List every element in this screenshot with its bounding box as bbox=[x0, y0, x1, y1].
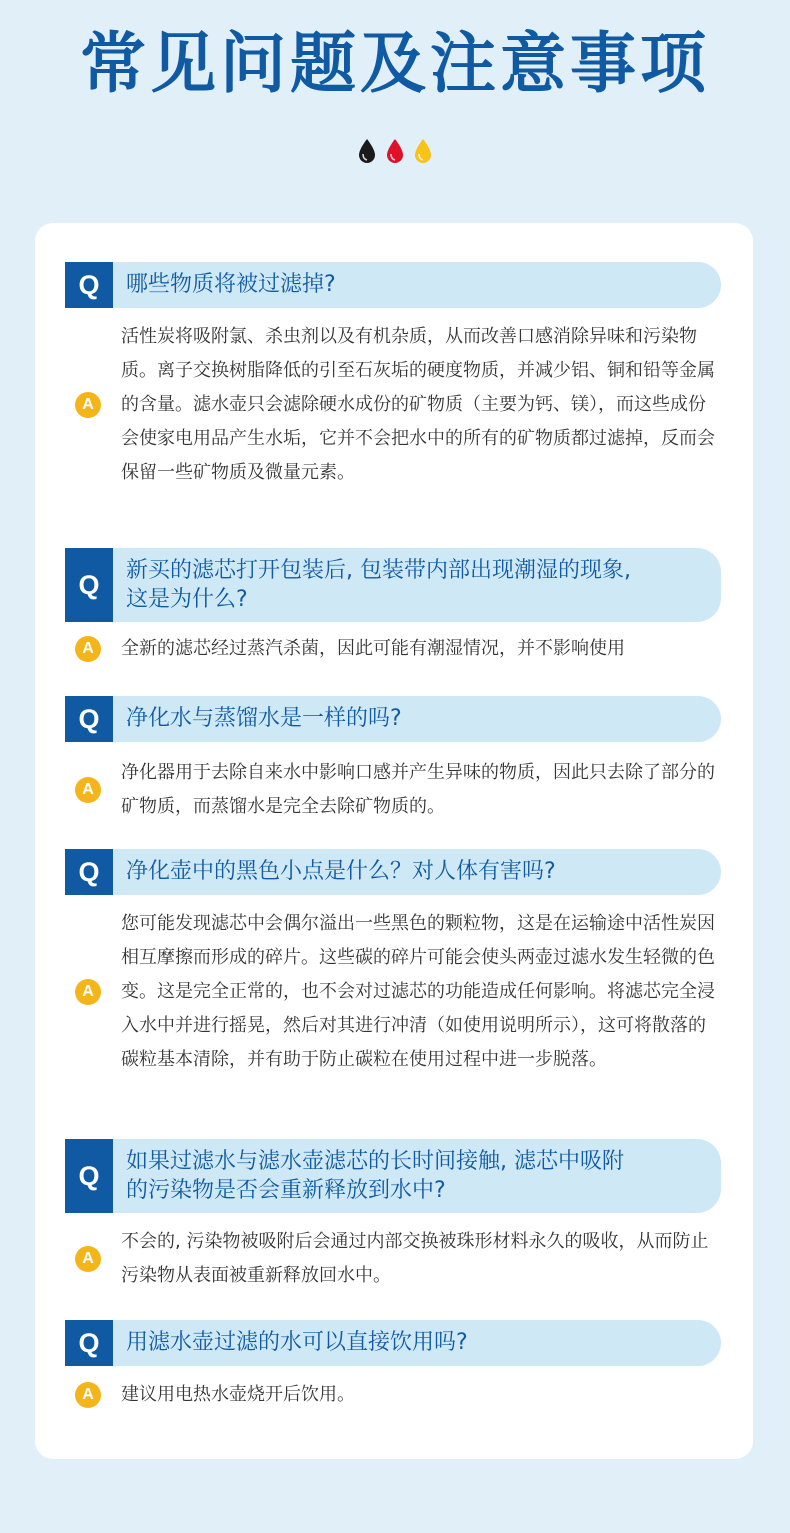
answer-badge: A bbox=[75, 777, 101, 803]
faq-item bbox=[65, 849, 721, 1077]
question-badge: Q bbox=[65, 1320, 113, 1366]
answer-text: 建议用电热水壶烧开后饮用。 bbox=[121, 1384, 355, 1405]
question-badge: Q bbox=[65, 696, 113, 742]
yellow-drop-icon bbox=[413, 138, 433, 165]
answer-row bbox=[65, 1225, 721, 1293]
question-text: 净化水与蒸馏水是一样的吗? bbox=[126, 706, 402, 731]
answer-text: 全新的滤芯经过蒸汽杀菌，因此可能有潮湿情况，并不影响使用 bbox=[121, 638, 625, 659]
answer-row bbox=[65, 907, 721, 1077]
question-text: 用滤水壶过滤的水可以直接饮用吗? bbox=[126, 1330, 468, 1355]
answer-badge: A bbox=[75, 979, 101, 1005]
question-bar bbox=[65, 262, 721, 308]
faq-item bbox=[65, 1139, 721, 1293]
answer-badge: A bbox=[75, 636, 101, 662]
question-text: 哪些物质将被过滤掉? bbox=[126, 272, 336, 297]
black-drop-icon bbox=[357, 138, 377, 165]
question-badge: Q bbox=[65, 262, 113, 308]
question-text: 如果过滤水与滤水壶滤芯的长时间接触, 滤芯中吸附 的污染物是否会重新释放到水中? bbox=[126, 1149, 624, 1203]
question-badge: Q bbox=[65, 548, 113, 622]
answer-badge: A bbox=[75, 392, 101, 418]
faq-item bbox=[65, 696, 721, 824]
page-title: 常见问题及注意事项 bbox=[80, 25, 710, 102]
question-bar bbox=[65, 1139, 721, 1213]
question-badge: Q bbox=[65, 849, 113, 895]
answer-text: 净化器用于去除自来水中影响口感并产生异味的物质，因此只去除了部分的矿物质，而蒸馏水是完全去除矿物质的。 bbox=[121, 762, 715, 817]
faq-item bbox=[65, 1320, 721, 1412]
answer-row bbox=[65, 1378, 721, 1412]
question-bar bbox=[65, 548, 721, 622]
question-badge: Q bbox=[65, 1139, 113, 1213]
answer-badge: A bbox=[75, 1246, 101, 1272]
answer-row bbox=[65, 320, 721, 490]
faq-item bbox=[65, 262, 721, 490]
answer-badge: A bbox=[75, 1382, 101, 1408]
question-bar bbox=[65, 849, 721, 895]
answer-row bbox=[65, 756, 721, 824]
answer-text: 活性炭将吸附氯、杀虫剂以及有机杂质，从而改善口感消除异味和污染物质。离子交换树脂降低的引至石灰垢的硬度物质，并减少铝、铜和铅等金属的含量。滤水壶只会滤除硬水成份的矿物质（主要为钙、镁），而这些成份会使家电用品产生水垢，它并不会把水中的所有的矿物质都过滤掉，反而会保留一些矿物质及微量元素。 bbox=[121, 326, 715, 483]
answer-row bbox=[65, 632, 721, 666]
question-bar bbox=[65, 1320, 721, 1366]
question-text: 新买的滤芯打开包装后, 包装带内部出现潮湿的现象, 这是为什么? bbox=[126, 558, 631, 612]
answer-text: 不会的, 污染物被吸附后会通过内部交换被珠形材料永久的吸收，从而防止污染物从表面被重新释放回水中。 bbox=[121, 1231, 709, 1286]
faq-card bbox=[35, 223, 753, 1459]
answer-text: 您可能发现滤芯中会偶尔溢出一些黑色的颗粒物，这是在运输途中活性炭因相互摩擦而形成的碎片。这些碳的碎片可能会使头两壶过滤水发生轻微的色变。这是完全正常的，也不会对过滤芯的功能造成任何影响。将滤芯完全浸入水中并进行摇晃，然后对其进行冲清（如使用说明所示），这可将散落的碳粒基本清除，并有助于防止碳粒在使用过程中进一步脱落。 bbox=[121, 913, 715, 1070]
faq-item bbox=[65, 548, 721, 666]
drop-icons bbox=[0, 138, 790, 165]
question-text: 净化壶中的黑色小点是什么？对人体有害吗? bbox=[126, 859, 556, 884]
question-bar bbox=[65, 696, 721, 742]
red-drop-icon bbox=[385, 138, 405, 165]
